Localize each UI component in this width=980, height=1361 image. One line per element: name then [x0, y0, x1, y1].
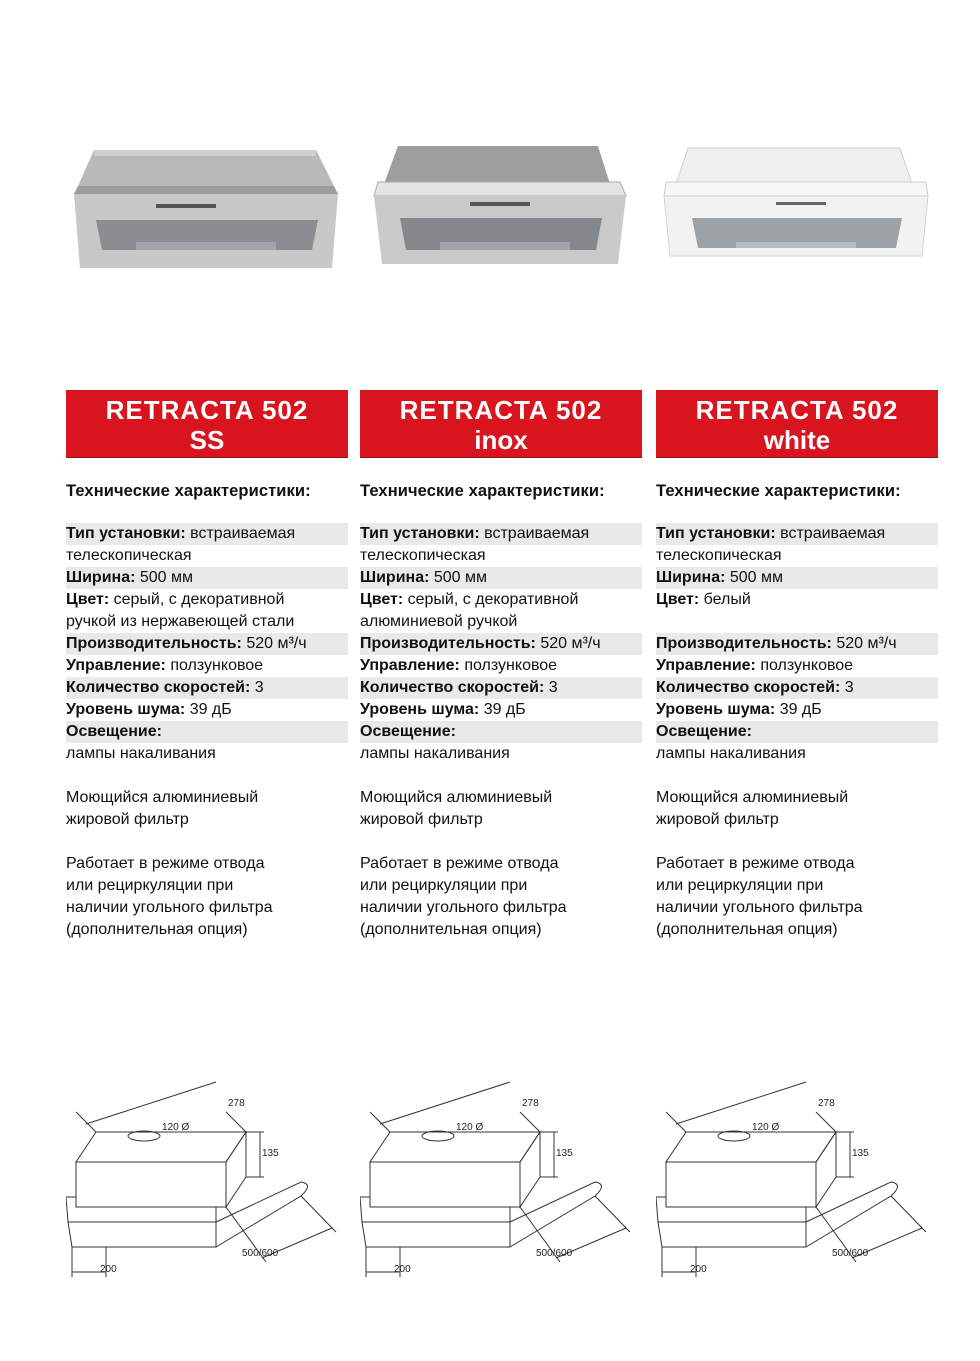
- dimension-diagram: [656, 1072, 938, 1302]
- spec-list: [656, 523, 938, 941]
- spec-title: Технические характеристики:: [360, 482, 605, 500]
- spec-performance: Производительность: 520 м³/ч: [656, 633, 938, 655]
- spec-install-cont: телескопическая: [66, 547, 192, 564]
- spec-color-cont: [656, 611, 938, 633]
- mode-line: наличии угольного фильтра: [66, 899, 273, 916]
- spec-speeds: Количество скоростей: 3: [656, 677, 938, 699]
- dim-depth-label: 278: [818, 1098, 835, 1109]
- spec-control: Управление: ползунковое: [360, 657, 558, 674]
- model-banner: [360, 390, 642, 458]
- dim-height-label: 135: [262, 1148, 279, 1159]
- spec-color: Цвет: белый: [656, 591, 751, 608]
- spec-noise: Уровень шума: 39 дБ: [656, 701, 822, 718]
- model-variant: inox: [474, 425, 528, 455]
- dim-outlet-label: 120 Ø: [456, 1122, 484, 1133]
- spec-noise: Уровень шума: 39 дБ: [66, 701, 232, 718]
- spec-lighting-value: лампы накаливания: [656, 745, 806, 762]
- spec-lighting-value: лампы накаливания: [66, 745, 216, 762]
- model-name: RETRACTA 502: [105, 395, 309, 425]
- dim-extension-label: 200: [690, 1264, 707, 1275]
- model-banner: [66, 390, 348, 458]
- mode-line: наличии угольного фильтра: [656, 899, 863, 916]
- spec-install: Тип установки: встраиваемая: [66, 523, 348, 545]
- spec-color: Цвет: серый, с декоративной: [360, 591, 579, 608]
- spec-control: Управление: ползунковое: [66, 657, 264, 674]
- dim-extension-label: 200: [394, 1264, 411, 1275]
- model-variant: white: [763, 425, 831, 455]
- model-name: RETRACTA 502: [399, 395, 603, 425]
- spec-speeds: Количество скоростей: 3: [66, 677, 348, 699]
- dim-width-label: 500/600: [536, 1248, 573, 1259]
- spec-width: Ширина: 500 мм: [360, 567, 642, 589]
- spec-install: Тип установки: встраиваемая: [360, 523, 642, 545]
- dim-outlet-label: 120 Ø: [752, 1122, 780, 1133]
- mode-line: наличии угольного фильтра: [360, 899, 567, 916]
- spec-install-cont: телескопическая: [360, 547, 486, 564]
- spec-install-cont: телескопическая: [656, 547, 782, 564]
- dim-extension-label: 200: [100, 1264, 117, 1275]
- spec-lighting-value: лампы накаливания: [360, 745, 510, 762]
- mode-line: Работает в режиме отвода: [66, 855, 265, 872]
- spec-noise: Уровень шума: 39 дБ: [360, 701, 526, 718]
- filter-line: жировой фильтр: [656, 811, 779, 828]
- spec-width: Ширина: 500 мм: [66, 567, 348, 589]
- mode-line: или рециркуляции при: [360, 877, 528, 894]
- dim-outlet-label: 120 Ø: [162, 1122, 190, 1133]
- spec-performance: Производительность: 520 м³/ч: [360, 633, 642, 655]
- mode-line: или рециркуляции при: [656, 877, 824, 894]
- dim-depth-label: 278: [522, 1098, 539, 1109]
- mode-line: (дополнительная опция): [656, 921, 838, 938]
- filter-line: Моющийся алюминиевый: [66, 789, 259, 806]
- mode-line: или рециркуляции при: [66, 877, 234, 894]
- model-name: RETRACTA 502: [695, 395, 899, 425]
- model-variant: SS: [189, 425, 225, 455]
- hood-photo-ss: [66, 138, 348, 288]
- dimension-diagram: [360, 1072, 642, 1302]
- spec-lighting: Освещение:: [66, 721, 348, 743]
- dimension-diagram: [66, 1072, 348, 1302]
- spec-list: [360, 523, 642, 941]
- filter-line: жировой фильтр: [66, 811, 189, 828]
- dim-width-label: 500/600: [242, 1248, 279, 1259]
- spec-title: Технические характеристики:: [656, 482, 901, 500]
- model-banner: [656, 390, 938, 458]
- spec-lighting: Освещение:: [360, 721, 642, 743]
- spec-performance: Производительность: 520 м³/ч: [66, 633, 348, 655]
- mode-line: (дополнительная опция): [360, 921, 542, 938]
- spec-color-cont: алюминиевой ручкой: [360, 613, 518, 630]
- dim-width-label: 500/600: [832, 1248, 869, 1259]
- filter-line: Моющийся алюминиевый: [656, 789, 849, 806]
- mode-line: Работает в режиме отвода: [360, 855, 559, 872]
- hood-photo-white: [656, 138, 938, 288]
- dim-height-label: 135: [852, 1148, 869, 1159]
- spec-color-cont: ручкой из нержавеющей стали: [66, 613, 295, 630]
- mode-line: Работает в режиме отвода: [656, 855, 855, 872]
- spec-lighting: Освещение:: [656, 721, 938, 743]
- filter-line: жировой фильтр: [360, 811, 483, 828]
- spec-speeds: Количество скоростей: 3: [360, 677, 642, 699]
- spec-width: Ширина: 500 мм: [656, 567, 938, 589]
- hood-photo-inox: [360, 138, 642, 288]
- spec-control: Управление: ползунковое: [656, 657, 854, 674]
- dim-height-label: 135: [556, 1148, 573, 1159]
- spec-title: Технические характеристики:: [66, 482, 311, 500]
- spec-install: Тип установки: встраиваемая: [656, 523, 938, 545]
- dim-depth-label: 278: [228, 1098, 245, 1109]
- spec-color: Цвет: серый, с декоративной: [66, 591, 285, 608]
- spec-list: [66, 523, 348, 941]
- mode-line: (дополнительная опция): [66, 921, 248, 938]
- filter-line: Моющийся алюминиевый: [360, 789, 553, 806]
